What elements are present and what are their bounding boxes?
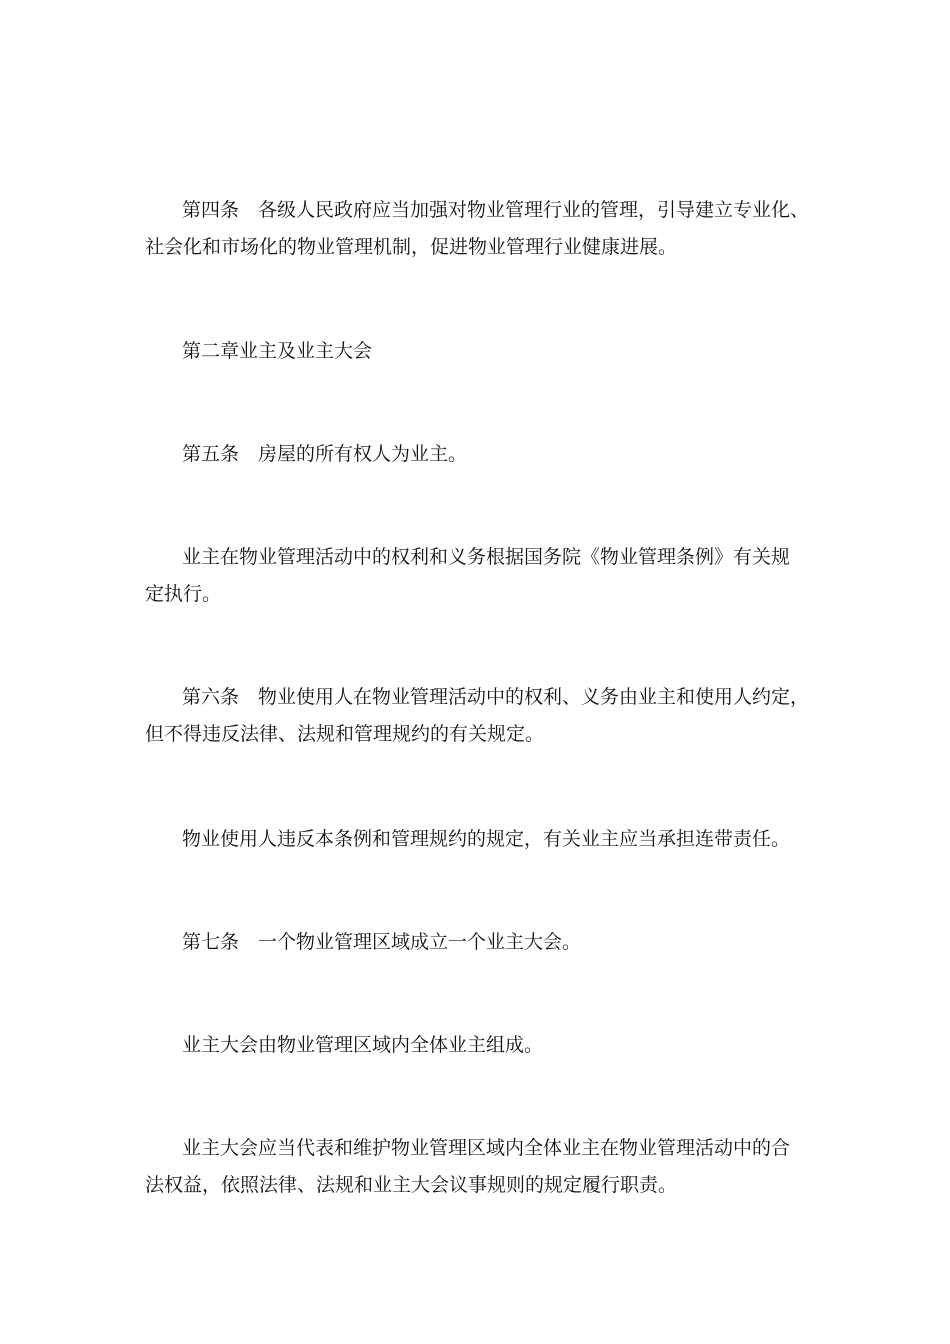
text-line: 业主大会由物业管理区域内全体业主组成。 xyxy=(182,1034,544,1056)
text-line: 第七条 一个物业管理区域成立一个业主大会。 xyxy=(182,931,582,953)
text-line: 物业使用人违反本条例和管理规约的规定，有关业主应当承担连带责任。 xyxy=(182,828,791,850)
text-line: 第二章业主及业主大会 xyxy=(182,340,373,362)
text-line: 第六条 物业使用人在物业管理活动中的权利、义务由业主和使用人约定， xyxy=(182,686,810,708)
text-line: 第四条 各级人民政府应当加强对物业管理行业的管理，引导建立专业化、 xyxy=(182,199,810,221)
text-line: 法权益，依照法律、法规和业主大会议事规则的规定履行职责。 xyxy=(145,1174,678,1196)
text-line: 定执行。 xyxy=(145,583,222,605)
text-line: 社会化和市场化的物业管理机制，促进物业管理行业健康进展。 xyxy=(145,236,678,258)
text-line: 业主在物业管理活动中的权利和义务根据国务院《物业管理条例》有关规 xyxy=(182,546,791,568)
text-line: 业主大会应当代表和维护物业管理区域内全体业主在物业管理活动中的合 xyxy=(182,1137,791,1159)
text-line: 第五条 房屋的所有权人为业主。 xyxy=(182,443,468,465)
text-line: 但不得违反法律、法规和管理规约的有关规定。 xyxy=(145,723,545,745)
